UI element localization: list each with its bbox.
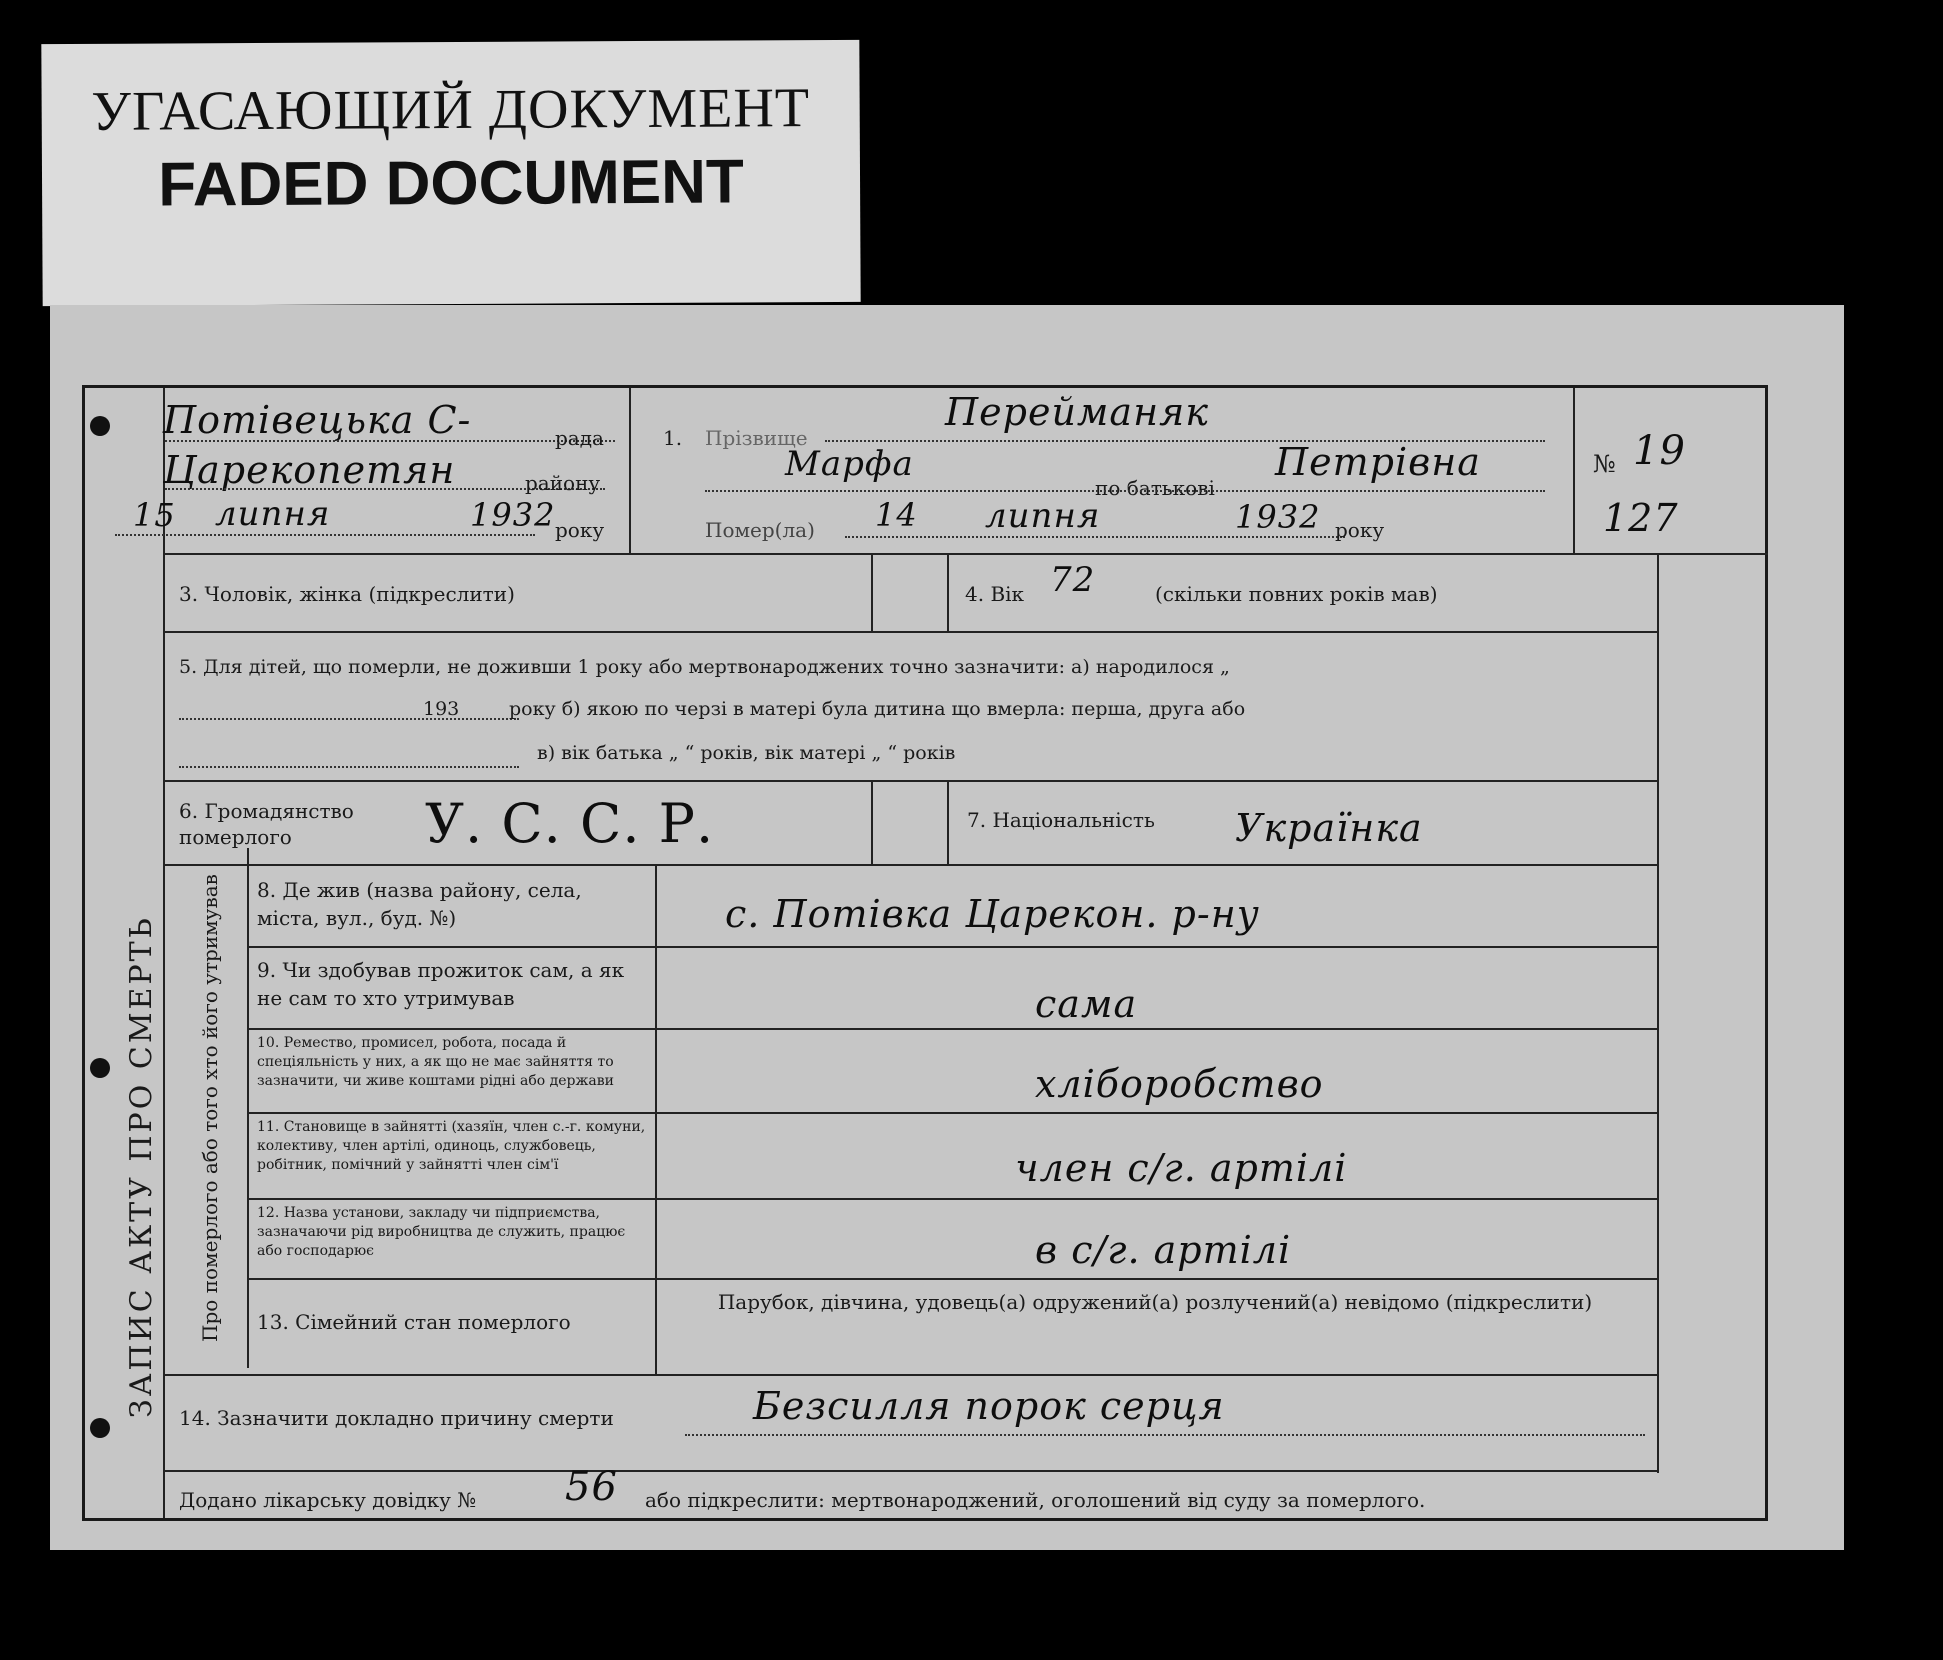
district-value: Царекопетян: [163, 448, 456, 492]
divider: [247, 1278, 1658, 1280]
item12-label: 12. Назва установи, закладу чи підприємства, зазначаючи рід виробництва де служить, працює або господарює: [257, 1205, 626, 1259]
dotted-line: [685, 1434, 1645, 1436]
divider: [247, 1112, 1658, 1114]
died-year: 1932: [1235, 498, 1321, 536]
divider: [163, 631, 1658, 633]
residence-value: с. Потівка Царекон. р-ну: [725, 892, 1260, 936]
divider: [1573, 388, 1575, 553]
livelihood-value: сама: [1035, 982, 1138, 1026]
dotted-line: [179, 766, 519, 768]
item14-label: 14. Зазначити докладно причину смерти: [179, 1406, 614, 1430]
record-no-label: №: [1593, 450, 1616, 478]
item5-line1: 5. Для дітей, що померли, не доживши 1 року або мертвонароджених точно зазначити: а) народилося „: [179, 656, 1230, 678]
divider: [655, 864, 657, 1374]
divider: [871, 780, 873, 864]
item3-label: 3. Чоловік, жінка (підкреслити): [179, 582, 515, 606]
item1-number: 1.: [663, 426, 683, 450]
nationality-value: Українка: [1235, 806, 1423, 850]
died-day: 14: [875, 496, 918, 534]
side-title: ЗАПИС АКТУ ПРО СМЕРТЬ: [124, 915, 159, 1418]
patronymic-value: Петрівна: [1275, 440, 1481, 484]
divider: [163, 1374, 1658, 1376]
item11-label: 11. Становище в зайнятті (хазяїн, член с.-г. комуни, колективу, член артілі, одиноць, службовець, робітник, помічний у зайнятті член сім'ї: [257, 1119, 646, 1173]
footer-rest: або підкреслити: мертвонароджений, оголошений від суду за померлого.: [645, 1488, 1426, 1512]
marital-status-options: Парубок, дівчина, удовець(а) одружений(а) розлучений(а) невідомо (підкреслити): [717, 1290, 1593, 1314]
side-title-column: [85, 388, 165, 1518]
divider: [247, 1198, 1658, 1200]
dotted-line: [165, 440, 615, 442]
died-month: липня: [985, 496, 1101, 536]
date-label: року: [555, 518, 605, 542]
died-year-label: року: [1335, 518, 1385, 542]
divider: [247, 946, 1658, 948]
council-value: Потівецька С-: [163, 398, 472, 442]
item5-line3: в) вік батька „ “ років, вік матері „ “ років: [537, 742, 956, 764]
item5-line2: року б) якою по черзі в матері була дитина що вмерла: перша, друга або: [509, 698, 1246, 720]
divider: [947, 780, 949, 864]
divider: [947, 553, 949, 631]
workplace-value: в с/г. артілі: [1035, 1228, 1292, 1272]
death-record-form: [82, 385, 1768, 1521]
patronymic-label: по батькові: [1095, 476, 1215, 500]
district-label: району: [525, 471, 601, 495]
dotted-line: [845, 536, 1345, 538]
divider: [629, 388, 631, 553]
faded-document-label: [41, 40, 860, 306]
item8-label: 8. Де жив (назва району, села, міста, вул., буд. №): [257, 878, 582, 930]
item4-label: 4. Вік: [965, 582, 1025, 606]
date-day: 15: [133, 496, 176, 534]
divider: [163, 1470, 1658, 1472]
item13-label: 13. Сімейний стан померлого: [257, 1310, 571, 1334]
died-label: Помер(ла): [705, 518, 815, 542]
council-label: рада: [555, 426, 604, 450]
position-value: член с/г. артілі: [1015, 1146, 1348, 1190]
medical-certificate-no: 56: [565, 1464, 618, 1510]
record-number: 19: [1633, 428, 1686, 474]
divider: [163, 864, 1658, 866]
age-value: 72: [1050, 560, 1096, 600]
side-subtitle-column: [167, 848, 249, 1368]
dotted-line: [705, 490, 1545, 492]
date-year: 1932: [470, 496, 556, 534]
footer-label: Додано лікарську довідку №: [179, 1488, 477, 1512]
name-value: Марфа: [785, 444, 914, 484]
dotted-line: [115, 534, 535, 536]
item7-label: 7. Національність: [967, 808, 1155, 832]
item5-year: 193: [423, 698, 460, 720]
divider: [163, 553, 1768, 555]
occupation-value: хліборобство: [1035, 1062, 1324, 1106]
item4-note: (скільки повних років мав): [1155, 582, 1438, 606]
surname-label: Прізвище: [705, 426, 808, 450]
date-month: липня: [215, 494, 331, 534]
divider: [1657, 553, 1659, 1473]
dotted-line: [179, 718, 519, 720]
item6-label: 6. Громадянство померлого: [179, 799, 354, 849]
item10-label: 10. Ремество, промисел, робота, посада й спеціяльність у них, а як що не має зайняття то зазначити, чи живе коштами рідні або держави: [257, 1035, 614, 1089]
citizenship-value: У. С. С. Р.: [425, 792, 715, 855]
divider: [871, 553, 873, 631]
banner-line-en: FADED DOCUMENT: [158, 147, 745, 220]
side-subtitle: Про померлого або того хто його утримував: [198, 874, 222, 1342]
divider: [247, 1028, 1658, 1030]
divider: [163, 780, 1658, 782]
banner-line-ru: УГАСАЮЩИЙ ДОКУМЕНТ: [91, 77, 811, 143]
item9-label: 9. Чи здобував прожиток сам, а як не сам то хто утримував: [257, 958, 625, 1010]
record-extra-number: 127: [1603, 496, 1679, 540]
surname-value: Перейманяк: [945, 390, 1209, 434]
cause-of-death-value: Безсилля порок серця: [753, 1384, 1225, 1428]
